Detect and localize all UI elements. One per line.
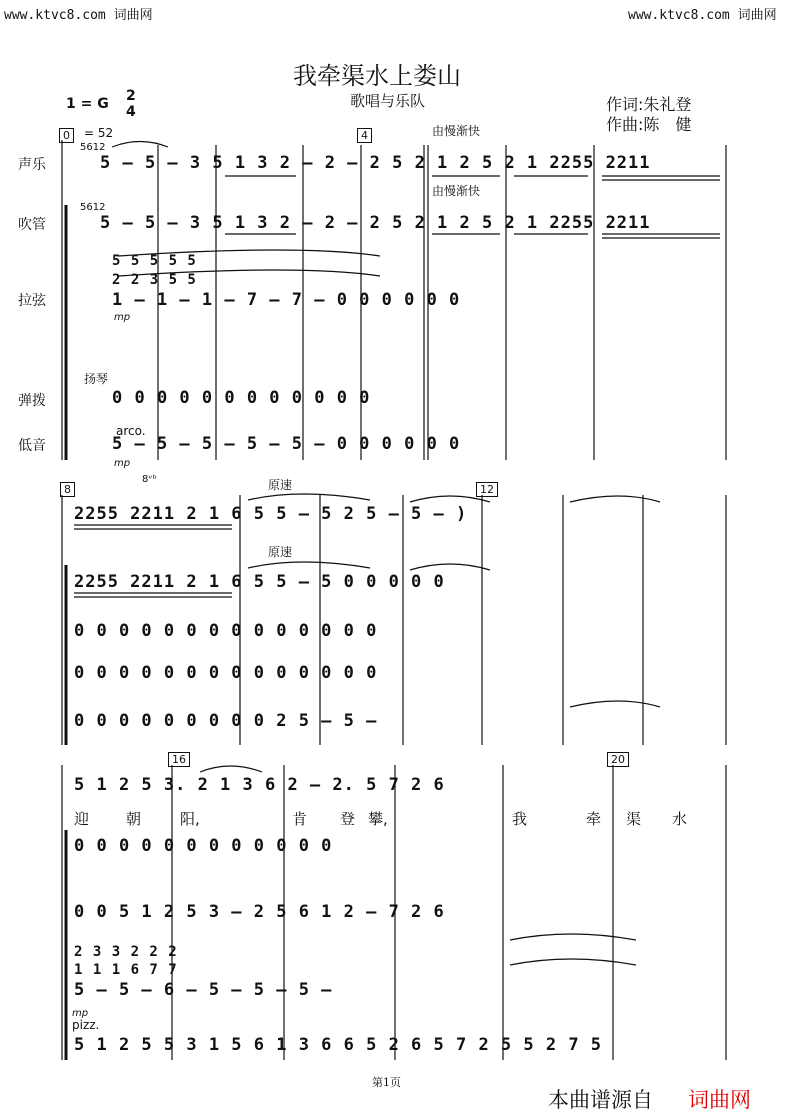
composer-credit: 作曲:陈 健: [606, 115, 692, 134]
lyric-syllable: 迎: [74, 810, 90, 828]
plucked-part-system3-mid: 1 1 1 6 7 7: [74, 962, 178, 978]
lyric-syllable: 朝: [126, 810, 142, 828]
bowed-part-system2: 0 0 0 0 0 0 0 0 0 0 0 0 0 0: [74, 621, 378, 641]
rehearsal-mark: 4: [357, 128, 372, 143]
bowed-part-system3: 0 0 5 1 2 5 3 – 2 5 6 1 2 – 7 2 6: [74, 902, 445, 922]
rehearsal-mark: 12: [476, 482, 498, 497]
lyric-syllable: 攀,: [368, 810, 388, 828]
song-title: 我牵渠水上娄山: [293, 62, 461, 90]
rehearsal-mark: 0: [59, 128, 74, 143]
bass-part-system1: 5 – 5 – 5 – 5 – 5 – 0 0 0 0 0 0: [112, 434, 461, 454]
dynamic-mp: mp: [114, 312, 131, 323]
voice-part-system3: 5 1 2 5 3. 2 1 3 6 2 – 2. 5 7 2 6: [74, 775, 445, 795]
accelerando-mark: 由慢渐快: [432, 184, 481, 198]
site-watermark-right: www.ktvc8.com 词曲网: [628, 8, 777, 23]
arco-mark: arco.: [116, 424, 146, 438]
time-signature-denominator: 4: [126, 104, 136, 120]
bass-part-system2: 0 0 0 0 0 0 0 0 0 2 5 – 5 –: [74, 711, 378, 731]
voice-part-system2: 2255 2211 2 1 6 5 5 – 5 2 5 – 5 – ): [74, 504, 468, 524]
grace-notes: 5612: [80, 202, 106, 213]
pizzicato-mark: pizz.: [72, 1018, 100, 1032]
tempo-marking: = 52: [84, 126, 114, 140]
a-tempo-mark: 原速: [268, 545, 293, 559]
dynamic-mp: mp: [114, 458, 131, 469]
winds-part-system1: 5 – 5 – 3 5 1 3 2 – 2 – 2 5 2 1 2 5 2 1 2255 2211: [100, 213, 651, 233]
winds-part-system3: 0 0 0 0 0 0 0 0 0 0 0 0: [74, 836, 333, 856]
dynamic-mp: mp: [72, 1008, 89, 1019]
instrument-label-bowed: 拉弦: [18, 293, 46, 309]
page-number: 第1页: [372, 1076, 401, 1089]
site-watermark-left: www.ktvc8.com 词曲网: [4, 8, 153, 23]
plucked-part-system2: 0 0 0 0 0 0 0 0 0 0 0 0 0 0: [74, 663, 378, 683]
source-site-link[interactable]: 词曲网: [688, 1088, 751, 1112]
song-subtitle: 歌唱与乐队: [350, 92, 426, 110]
key-signature: 1 = G: [66, 96, 109, 112]
voice-part-system1: 5 – 5 – 3 5 1 3 2 – 2 – 2 5 2 1 2 5 2 1 2255 2211: [100, 153, 651, 173]
lyric-syllable: 我: [512, 810, 528, 828]
plucked-part-system1: 0 0 0 0 0 0 0 0 0 0 0 0: [112, 388, 371, 408]
bowed-part-system1-mid: 2 2 3 5 5: [112, 272, 197, 288]
time-signature-numerator: 2: [126, 88, 136, 104]
lyric-syllable: 渠: [626, 810, 642, 828]
grace-notes: 5612: [80, 142, 106, 153]
lyric-syllable: 阳,: [180, 810, 200, 828]
rehearsal-mark: 20: [607, 752, 629, 767]
bass-part-system3: 5 1 2 5 5 3 1 5 6 1 3 6 6 5 2 6 5 7 2 5 5 2 7 5: [74, 1035, 603, 1055]
lyricist-credit: 作词:朱礼登: [606, 95, 692, 114]
rehearsal-mark: 8: [60, 482, 75, 497]
lyric-syllable: 牵: [586, 810, 602, 828]
lyric-syllable: 肯: [292, 810, 308, 828]
yangqin-mark: 扬琴: [84, 372, 109, 386]
lyric-syllable: 登: [340, 810, 356, 828]
plucked-part-system3-top: 2 3 3 2 2 2: [74, 944, 178, 960]
instrument-label-voice: 声乐: [18, 157, 46, 173]
instrument-label-bass: 低音: [18, 438, 46, 454]
bowed-part-system1-top: 5 5 5 5 5: [112, 253, 197, 269]
rehearsal-mark: 16: [168, 752, 190, 767]
a-tempo-mark: 原速: [268, 478, 293, 492]
instrument-label-plucked: 弹拨: [18, 393, 46, 409]
lyric-syllable: 水: [672, 810, 688, 828]
source-note: 本曲谱源自: [548, 1088, 653, 1112]
instrument-label-winds: 吹管: [18, 217, 46, 233]
plucked-part-system3-low: 5 – 5 – 6 – 5 – 5 – 5 –: [74, 980, 333, 1000]
bowed-part-system1-low: 1 – 1 – 1 – 7 – 7 – 0 0 0 0 0 0: [112, 290, 461, 310]
ottava-mark: 8ᵛᵇ: [142, 474, 157, 485]
winds-part-system2: 2255 2211 2 1 6 5 5 – 5 0 0 0 0 0: [74, 572, 445, 592]
accelerando-mark: 由慢渐快: [432, 124, 481, 138]
